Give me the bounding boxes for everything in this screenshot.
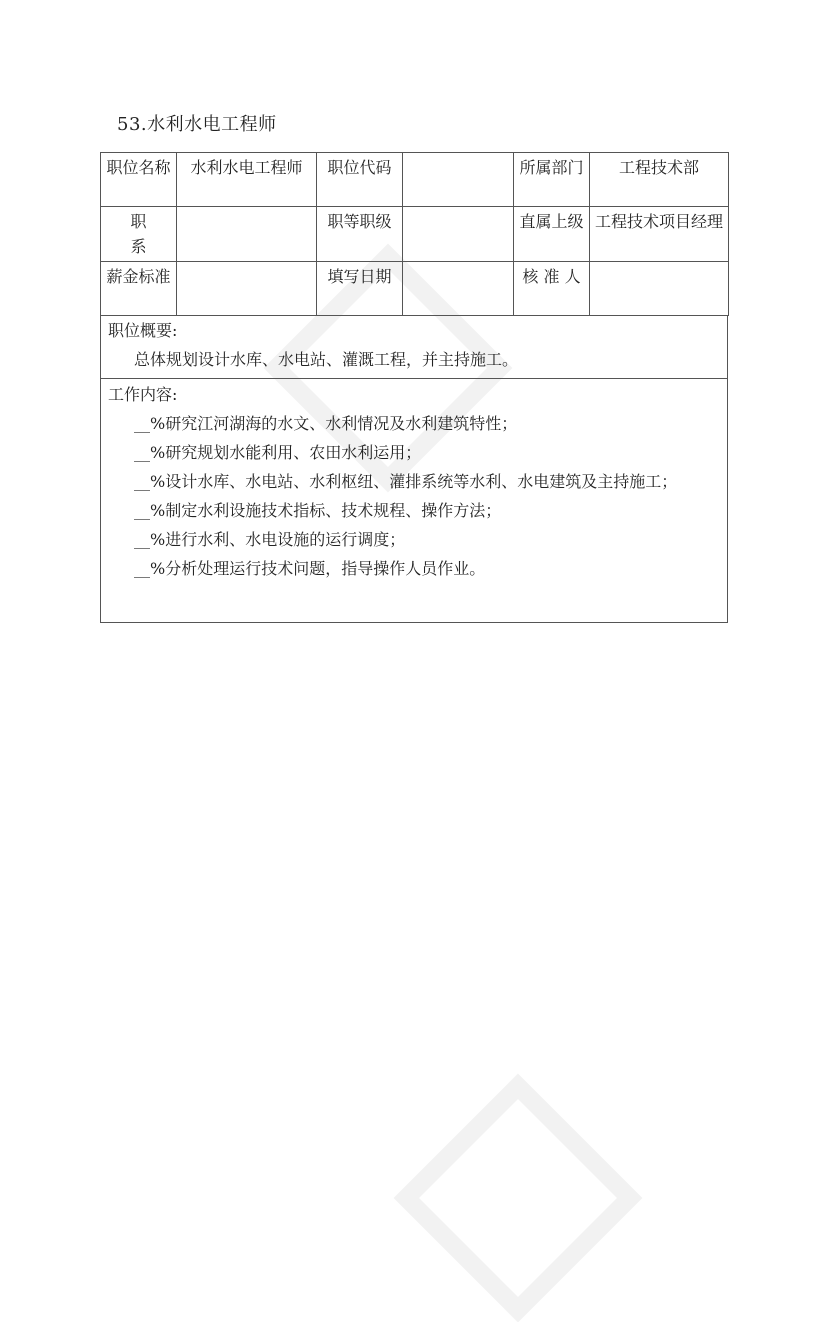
job-info-table bbox=[100, 152, 729, 316]
field-value: 水利水电工程师 bbox=[177, 153, 317, 207]
field-value: 工程技术项目经理 bbox=[590, 207, 729, 262]
field-label: 核 准 人 bbox=[514, 262, 590, 316]
field-value bbox=[177, 262, 317, 316]
field-value bbox=[403, 207, 514, 262]
field-value bbox=[590, 262, 729, 316]
table-row bbox=[101, 262, 729, 316]
summary-text: 总体规划设计水库、水电站、灌溉工程，并主持施工。 bbox=[134, 350, 519, 369]
field-label: 填写日期 bbox=[317, 262, 403, 316]
section-heading: 职位概要: bbox=[108, 321, 178, 340]
job-duties-section bbox=[100, 378, 728, 623]
duty-item: __%制定水利设施技术指标、技术规程、操作方法； bbox=[134, 501, 502, 520]
duty-item: __%分析处理运行技术问题，指导操作人员作业。 bbox=[134, 559, 486, 578]
job-summary-section bbox=[100, 315, 728, 379]
field-value bbox=[403, 262, 514, 316]
table-row bbox=[101, 207, 729, 262]
field-label: 职位代码 bbox=[317, 153, 403, 207]
page-title: 53.水利水电工程师 bbox=[117, 114, 277, 135]
field-label: 直属上级 bbox=[514, 207, 590, 262]
duty-item: __%研究江河湖海的水文、水利情况及水利建筑特性； bbox=[134, 414, 518, 433]
watermark-shape bbox=[394, 1074, 643, 1322]
field-value: 工程技术部 bbox=[590, 153, 729, 207]
duty-item: __%设计水库、水电站、水利枢纽、灌排系统等水利、水电建筑及主持施工； bbox=[134, 472, 678, 491]
field-label: 职系 bbox=[101, 207, 177, 262]
duty-item: __%研究规划水能利用、农田水利运用； bbox=[134, 443, 422, 462]
field-value bbox=[403, 153, 514, 207]
section-heading: 工作内容: bbox=[108, 385, 178, 404]
field-label: 职等职级 bbox=[317, 207, 403, 262]
duty-item: __%进行水利、水电设施的运行调度； bbox=[134, 530, 406, 549]
field-label: 薪金标准 bbox=[101, 262, 177, 316]
field-label: 所属部门 bbox=[514, 153, 590, 207]
field-label: 职位名称 bbox=[101, 153, 177, 207]
table-row bbox=[101, 153, 729, 207]
field-value bbox=[177, 207, 317, 262]
